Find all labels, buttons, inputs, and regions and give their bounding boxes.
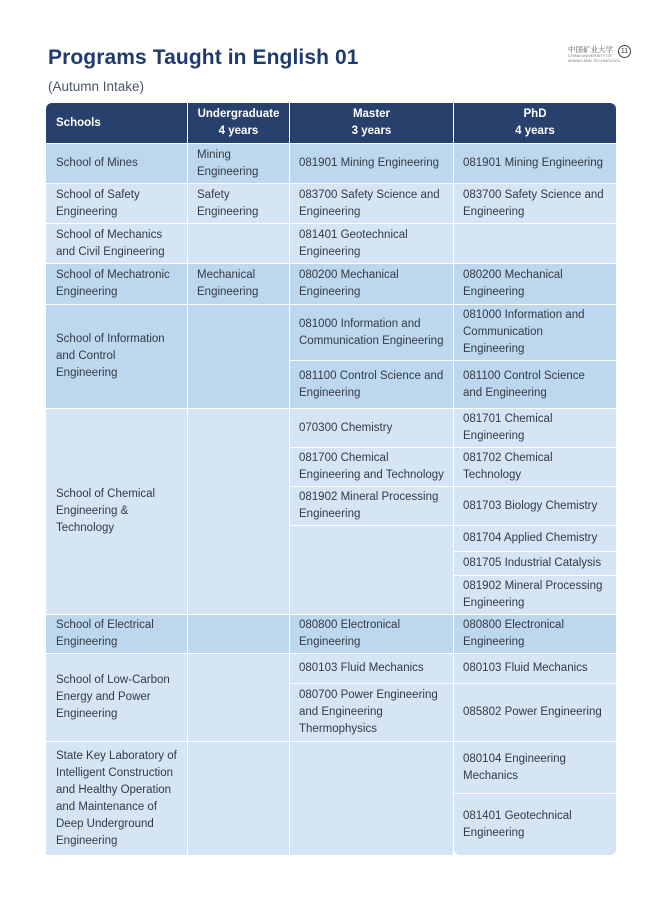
phd-cell: 081701 Chemical Engineering xyxy=(454,408,616,447)
phd-cell: 080800 Electronical Engineering xyxy=(454,614,616,653)
master-cell xyxy=(290,741,454,855)
school-cell: State Key Laboratory of Intelligent Construction and Healthy Operation and Maintenance of Deep Underground Engineering xyxy=(46,741,188,855)
phd-cell: 081100 Control Science and Engineering xyxy=(454,360,616,408)
phd-cell: 081702 Chemical Technology xyxy=(454,447,616,486)
logo-english-name: CHINA UNIVERSITY OF MINING AND TECHNOLOGY xyxy=(568,53,621,63)
master-cell: 081700 Chemical Engineering and Technology xyxy=(290,447,454,486)
undergraduate-cell xyxy=(188,614,290,653)
header-phd: PhD 4 years xyxy=(454,103,616,143)
phd-cell: 081703 Biology Chemistry xyxy=(454,486,616,525)
master-cell-empty xyxy=(290,525,454,614)
undergraduate-cell xyxy=(188,304,290,408)
table-row xyxy=(46,653,616,683)
phd-cell: 081901 Mining Engineering xyxy=(454,143,616,183)
header-undergraduate: Undergraduate 4 years xyxy=(188,103,290,143)
table-header-row xyxy=(46,103,616,143)
undergraduate-cell xyxy=(188,653,290,741)
table-row xyxy=(46,223,616,263)
school-cell: School of Mechatronic Engineering xyxy=(46,263,188,304)
master-cell: 081901 Mining Engineering xyxy=(290,143,454,183)
phd-cell: 081000 Information and Communication Engineering xyxy=(454,304,616,360)
phd-cell: 081705 Industrial Catalysis xyxy=(454,551,616,575)
school-cell: School of Safety Engineering xyxy=(46,183,188,223)
phd-cell: 080103 Fluid Mechanics xyxy=(454,653,616,683)
master-cell: 080700 Power Engineering and Engineering Thermophysics xyxy=(290,683,454,741)
undergraduate-cell xyxy=(188,408,290,614)
phd-cell: 081704 Applied Chemistry xyxy=(454,525,616,551)
school-cell: School of Mines xyxy=(46,143,188,183)
master-cell: 070300 Chemistry xyxy=(290,408,454,447)
undergraduate-cell xyxy=(188,741,290,855)
school-cell: School of Mechanics and Civil Engineering xyxy=(46,223,188,263)
phd-cell: 085802 Power Engineering xyxy=(454,683,616,741)
table-row xyxy=(46,614,616,653)
phd-cell: 083700 Safety Science and Engineering xyxy=(454,183,616,223)
table-row xyxy=(46,741,616,793)
page-number: 11 xyxy=(618,45,631,58)
phd-cell: 080104 Engineering Mechanics xyxy=(454,741,616,793)
master-cell: 081902 Mineral Processing Engineering xyxy=(290,486,454,525)
phd-cell: 081902 Mineral Processing Engineering xyxy=(454,575,616,614)
undergraduate-cell: Mechanical Engineering xyxy=(188,263,290,304)
school-cell: School of Low-Carbon Energy and Power Engineering xyxy=(46,653,188,741)
master-cell: 081401 Geotechnical Engineering xyxy=(290,223,454,263)
page-subtitle: (Autumn Intake) xyxy=(48,79,145,94)
table-row xyxy=(46,304,616,360)
school-cell: School of Information and Control Engineering xyxy=(46,304,188,408)
undergraduate-cell: Mining Engineering xyxy=(188,143,290,183)
school-cell: School of Electrical Engineering xyxy=(46,614,188,653)
undergraduate-cell xyxy=(188,223,290,263)
programs-table xyxy=(46,103,616,855)
header-master: Master 3 years xyxy=(290,103,454,143)
master-cell: 083700 Safety Science and Engineering xyxy=(290,183,454,223)
table-row xyxy=(46,183,616,223)
phd-cell: 080200 Mechanical Engineering xyxy=(454,263,616,304)
master-cell: 080800 Electronical Engineering xyxy=(290,614,454,653)
undergraduate-cell: Safety Engineering xyxy=(188,183,290,223)
table-row xyxy=(46,408,616,447)
master-cell: 080103 Fluid Mechanics xyxy=(290,653,454,683)
table-row xyxy=(46,143,616,183)
master-cell: 081100 Control Science and Engineering xyxy=(290,360,454,408)
header-schools: Schools xyxy=(46,103,188,143)
phd-cell: 081401 Geotechnical Engineering xyxy=(454,793,616,855)
table-row xyxy=(46,263,616,304)
master-cell: 081000 Information and Communication Engineering xyxy=(290,304,454,360)
master-cell: 080200 Mechanical Engineering xyxy=(290,263,454,304)
school-cell: School of Chemical Engineering & Technology xyxy=(46,408,188,614)
university-logo xyxy=(568,44,632,68)
page-title: Programs Taught in English 01 xyxy=(48,46,359,69)
phd-cell xyxy=(454,223,616,263)
logo-chinese-name: 中国矿业大学 xyxy=(568,45,613,54)
